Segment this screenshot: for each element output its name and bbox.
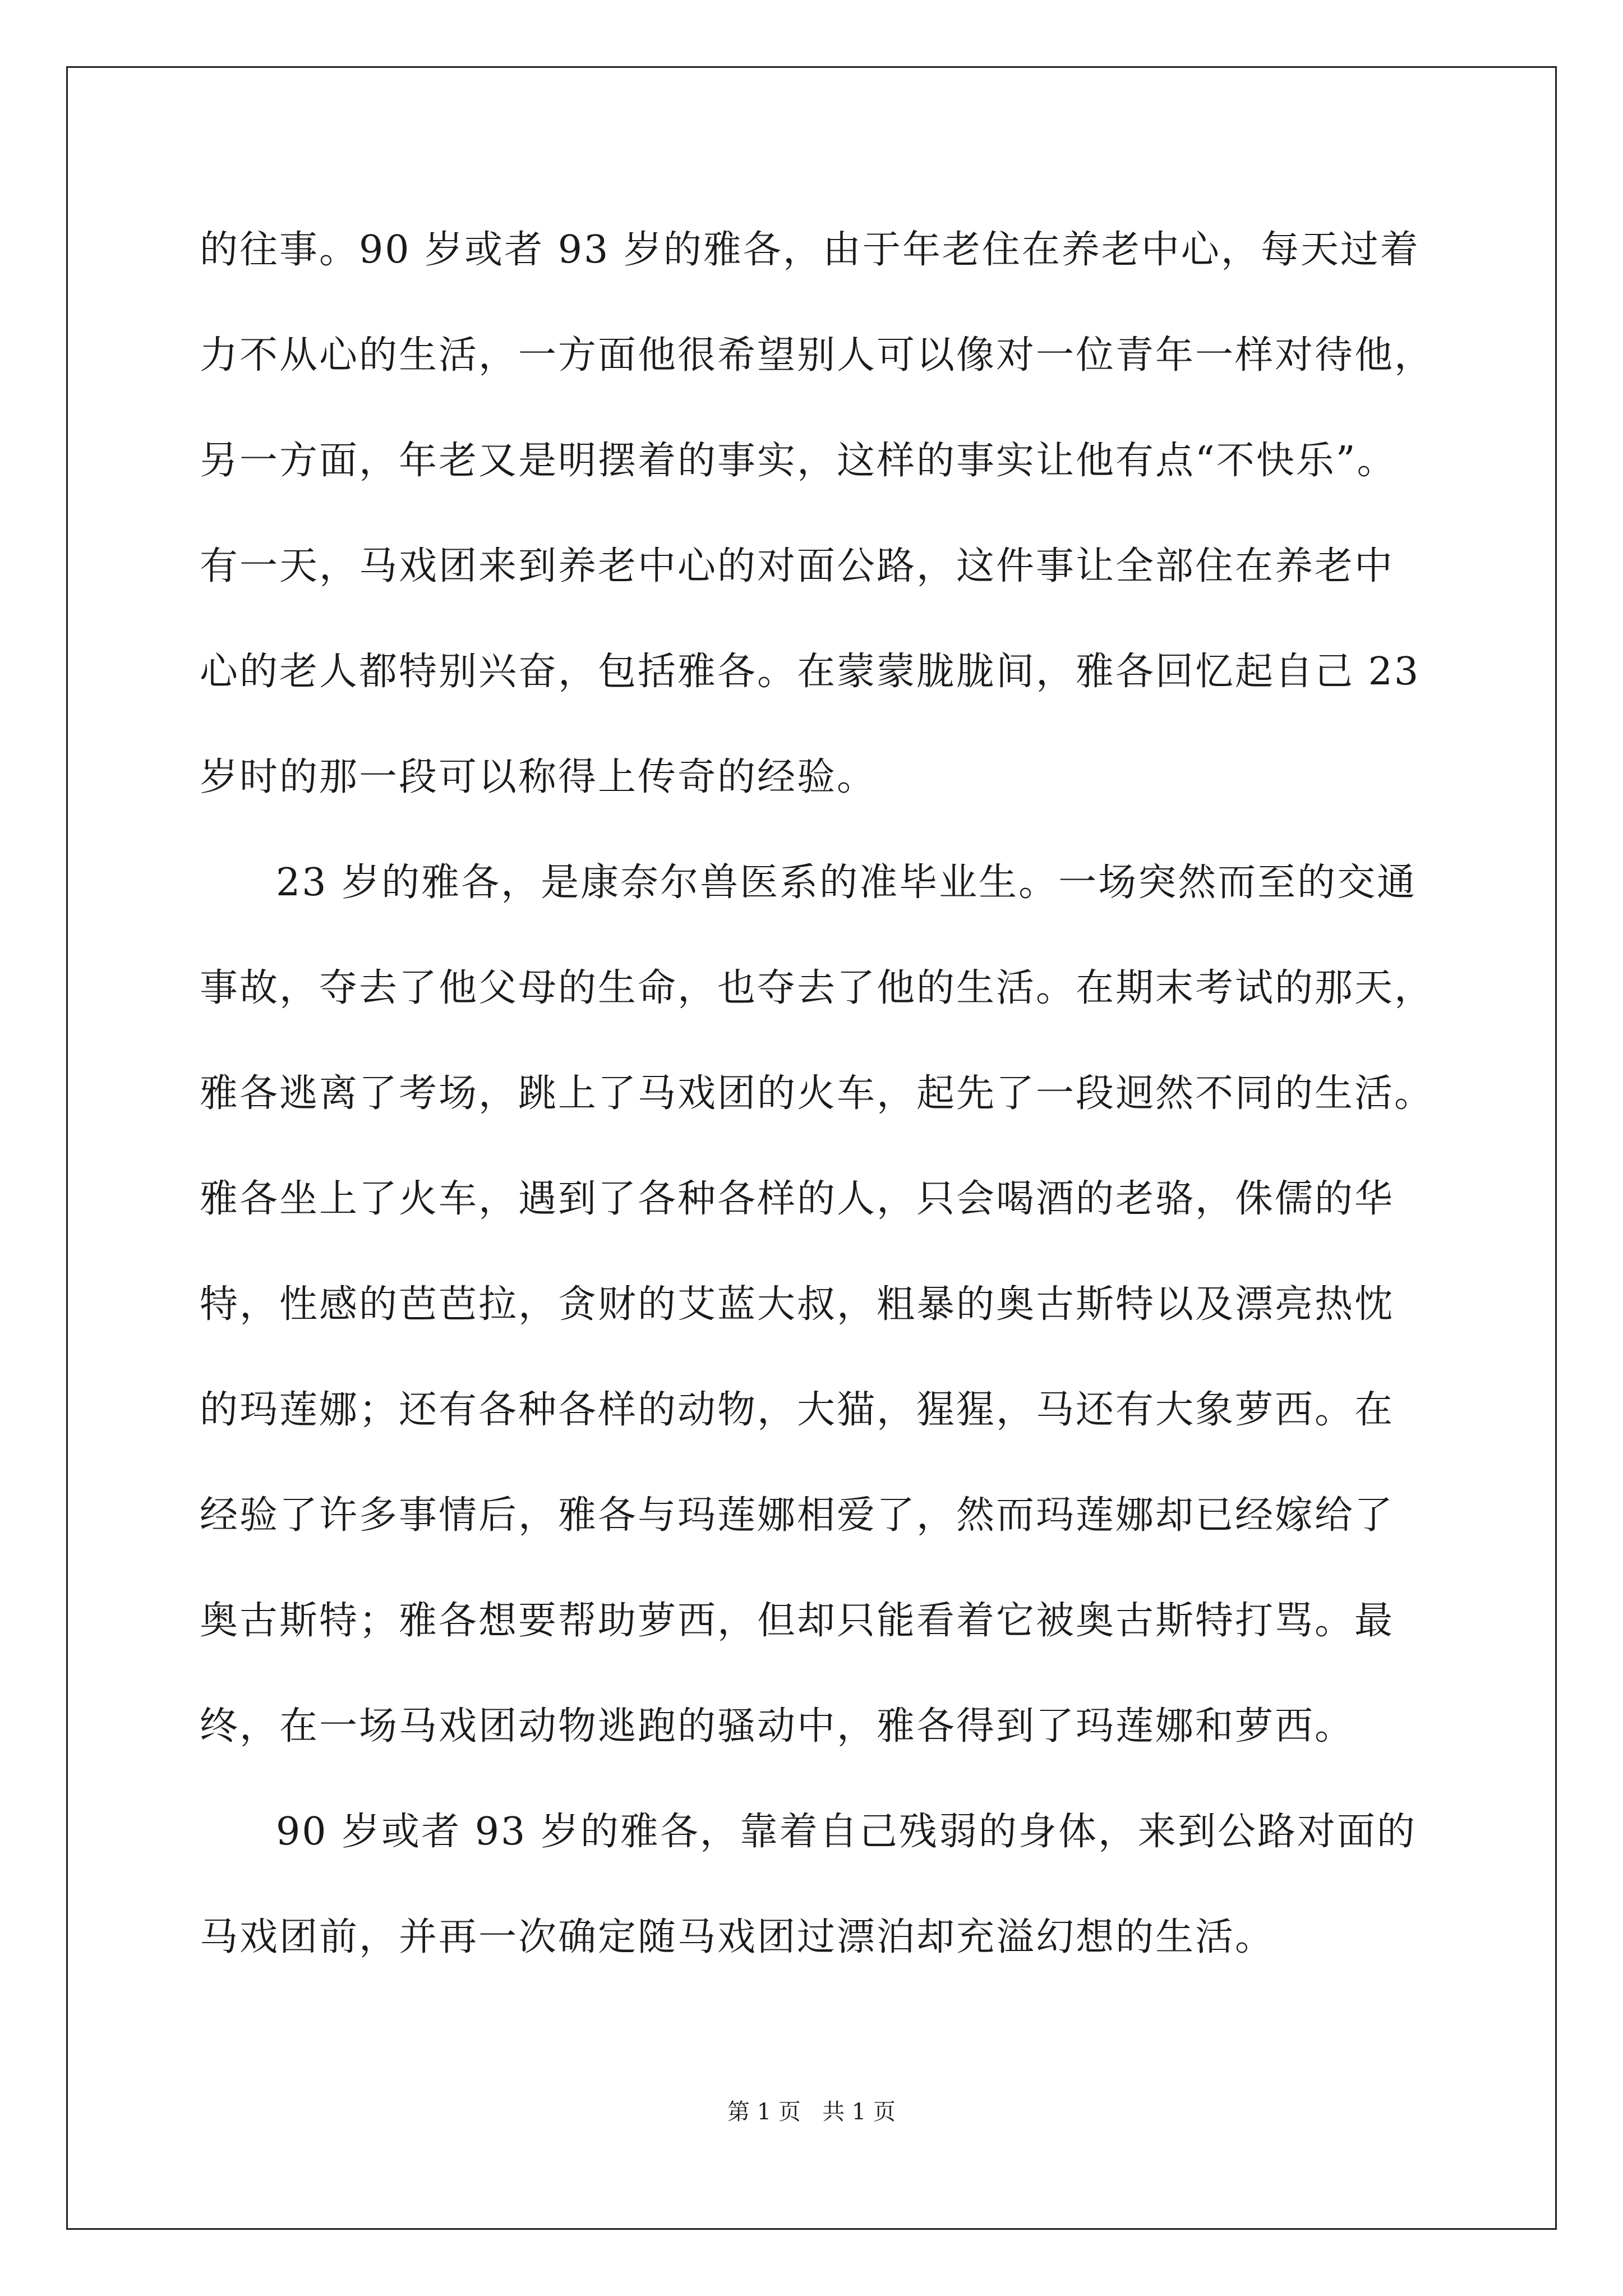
paragraph-first-line: 90 岁或者 93 岁的雅各，靠着自己残弱的身体，来到公路对面的 [276, 1810, 1417, 1854]
text-line: 雅各坐上了火车，遇到了各种各样的人，只会喝酒的老骆，侏儒的华 [200, 1177, 1395, 1221]
text-line: 奥古斯特；雅各想要帮助萝西，但却只能看着它被奥古斯特打骂。最 [200, 1599, 1395, 1643]
text-line: 事故，夺去了他父母的生命，也夺去了他的生活。在期末考试的那天， [200, 966, 1435, 1010]
text-line: 心的老人都特别兴奋，包括雅各。在蒙蒙胧胧间，雅各回忆起自己 23 [200, 650, 1421, 694]
text-line: 终，在一场马戏团动物逃跑的骚动中，雅各得到了玛莲娜和萝西。 [200, 1704, 1355, 1749]
text-line: 另一方面，年老又是明摆着的事实，这样的事实让他有点“不快乐”。 [200, 439, 1397, 483]
text-line: 的玛莲娜；还有各种各样的动物，大猫，猩猩，马还有大象萝西。在 [200, 1388, 1395, 1432]
text-line: 特，性感的芭芭拉，贪财的艾蓝大叔，粗暴的奥古斯特以及漂亮热忱 [200, 1282, 1395, 1327]
text-line: 有一天，马戏团来到养老中心的对面公路，这件事让全部住在养老中 [200, 544, 1395, 588]
text-line: 力不从心的生活，一方面他很希望别人可以像对一位青年一样对待他， [200, 333, 1435, 378]
text-line: 经验了许多事情后，雅各与玛莲娜相爱了，然而玛莲娜却已经嫁给了 [200, 1493, 1395, 1538]
text-line: 雅各逃离了考场，跳上了马戏团的火车，起先了一段迥然不同的生活。 [200, 1071, 1435, 1116]
text-line: 岁时的那一段可以称得上传奇的经验。 [200, 755, 877, 799]
text-line: 马戏团前，并再一次确定随马戏团过漂泊却充溢幻想的生活。 [200, 1915, 1275, 1959]
text-line: 的往事。90 岁或者 93 岁的雅各，由于年老住在养老中心，每天过着 [200, 228, 1420, 272]
page-number-footer: 第 1 页 共 1 页 [727, 2099, 896, 2125]
paragraph-first-line: 23 岁的雅各，是康奈尔兽医系的准毕业生。一场突然而至的交通 [276, 861, 1417, 905]
document-body [200, 213, 1450, 2006]
